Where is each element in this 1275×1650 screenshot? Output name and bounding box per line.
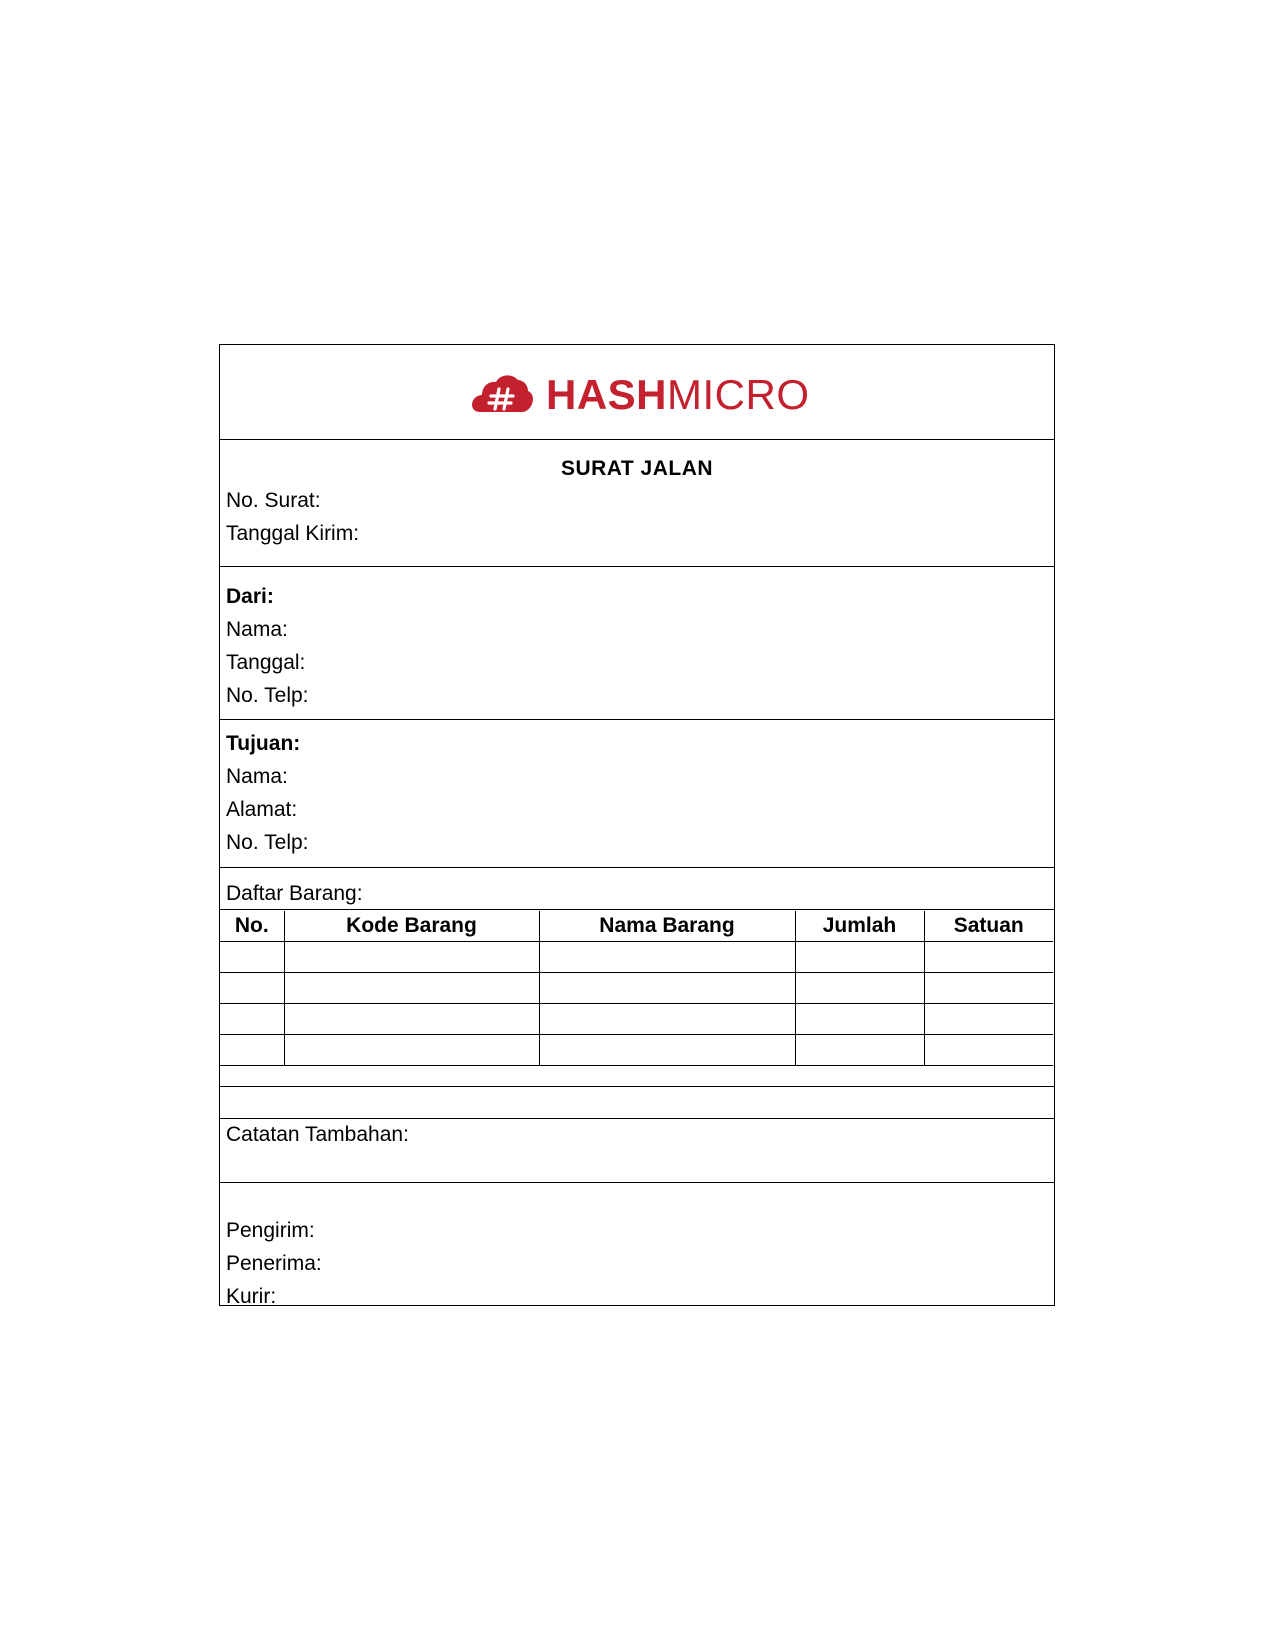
table-row [220, 973, 1053, 1004]
table-cell[interactable] [539, 942, 795, 973]
tujuan-heading: Tujuan: [226, 732, 301, 755]
table-cell[interactable] [220, 1004, 284, 1035]
dari-nama-label: Nama: [226, 618, 288, 641]
dari-telp-label: No. Telp: [226, 684, 309, 707]
table-cell[interactable] [539, 1004, 795, 1035]
table-cell[interactable] [539, 1035, 795, 1066]
table-header-row [220, 911, 1053, 942]
column-header-kode-barang: Kode Barang [284, 911, 539, 942]
divider [220, 1086, 1054, 1087]
no-surat-label: No. Surat: [226, 489, 321, 512]
divider [220, 719, 1054, 720]
document-title: SURAT JALAN [560, 457, 714, 480]
table-cell[interactable] [795, 1035, 924, 1066]
table-cell[interactable] [284, 942, 539, 973]
table-cell[interactable] [924, 1035, 1053, 1066]
table-cell[interactable] [284, 1004, 539, 1035]
divider [220, 1182, 1054, 1183]
table-cell[interactable] [924, 1004, 1053, 1035]
divider [220, 909, 1054, 910]
dari-heading: Dari: [226, 585, 274, 608]
column-header-no: No. [220, 911, 284, 942]
dari-tanggal-label: Tanggal: [226, 651, 306, 674]
table-cell[interactable] [220, 973, 284, 1004]
divider [220, 439, 1054, 440]
column-header-nama-barang: Nama Barang [539, 911, 795, 942]
catatan-tambahan-label: Catatan Tambahan: [226, 1123, 409, 1146]
table-cell[interactable] [795, 1004, 924, 1035]
divider [220, 1118, 1054, 1119]
cloud-hash-icon [470, 372, 534, 419]
table-row [220, 1004, 1053, 1035]
company-logo [470, 371, 810, 419]
column-header-satuan: Satuan [924, 911, 1053, 942]
divider [220, 566, 1054, 567]
tujuan-telp-label: No. Telp: [226, 831, 309, 854]
table-cell[interactable] [284, 1035, 539, 1066]
table-cell[interactable] [284, 973, 539, 1004]
pengirim-label: Pengirim: [226, 1219, 315, 1242]
tujuan-nama-label: Nama: [226, 765, 288, 788]
delivery-note-form [219, 344, 1055, 1306]
daftar-barang-label: Daftar Barang: [226, 882, 363, 905]
tanggal-kirim-label: Tanggal Kirim: [226, 522, 360, 545]
table-cell[interactable] [924, 973, 1053, 1004]
column-header-jumlah: Jumlah [795, 911, 924, 942]
table-cell[interactable] [539, 973, 795, 1004]
table-cell[interactable] [924, 942, 1053, 973]
tujuan-alamat-label: Alamat: [226, 798, 298, 821]
table-cell[interactable] [795, 973, 924, 1004]
table-cell[interactable] [795, 942, 924, 973]
table-cell[interactable] [220, 1035, 284, 1066]
table-row [220, 942, 1053, 973]
divider [220, 867, 1054, 868]
items-table [220, 911, 1053, 1066]
logo-wordmark: HASHMICRO [546, 371, 810, 418]
table-cell[interactable] [220, 942, 284, 973]
penerima-label: Penerima: [226, 1252, 322, 1275]
kurir-label: Kurir: [226, 1285, 277, 1308]
table-row [220, 1035, 1053, 1066]
